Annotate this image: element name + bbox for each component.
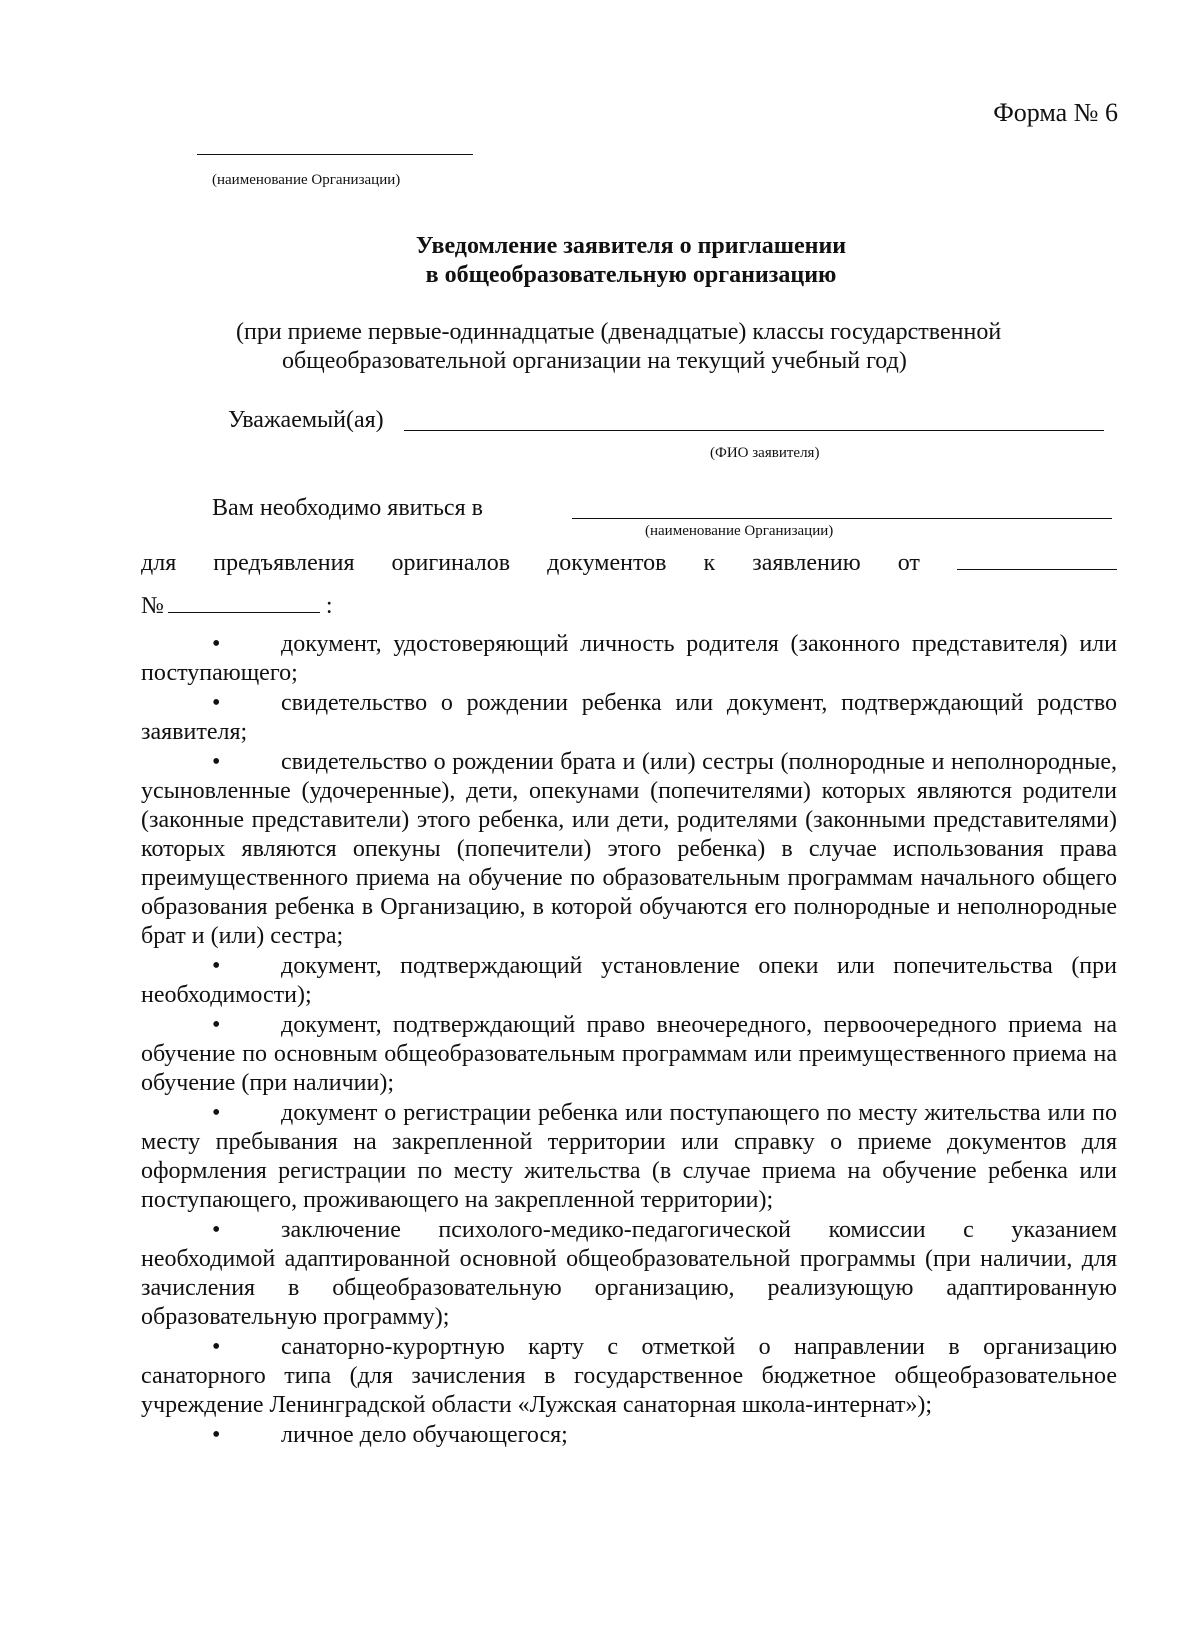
subtitle-line-2: общеобразовательной организации на текущий учебный год) bbox=[282, 348, 907, 374]
list-item-text: документ о регистрации ребенка или поступающего по месту жительства или по месту пребывания на закрепленной территории или справку о приеме документов для оформления регистрации по месту жительства (в случае приема на обучение ребенка или поступающего, проживающего на закрепленной территории); bbox=[141, 1100, 1117, 1213]
list-item-text: личное дело обучающегося; bbox=[281, 1422, 568, 1448]
docs-word: документов bbox=[547, 550, 667, 576]
title-line-2: в общеобразовательную организацию bbox=[425, 262, 837, 288]
document-title bbox=[0, 232, 1200, 290]
title-line-1: Уведомление заявителя о приглашении bbox=[415, 233, 847, 259]
docs-word: заявлению bbox=[752, 550, 861, 576]
subtitle-line-1: (при приеме первые-одиннадцатые (двенадцатые) классы государственной bbox=[236, 319, 1002, 345]
docs-word: предъявления bbox=[213, 550, 355, 576]
list-item-text: свидетельство о рождении брата и (или) сестры (полнородные и неполнородные, усыновленные (удочеренные), дети, опекунами (попечителями) которых являются родители (законные представители) этого ребенка, или дети, родителями (законными представителями) которых являются опекуны (попечители) этого ребенка) в случае использования права преимущественного приема на обучение по образовательным программам начального общего образования ребенка в Организацию, в которой обучаются его полнородные и неполнородные брат и (или) сестра; bbox=[141, 749, 1117, 949]
bullet-icon: • bbox=[212, 953, 221, 979]
list-item-text: документ, подтверждающий право внеочередного, первоочередного приема на обучение по основным общеобразовательным программам или преимущественного приема на обучение (при наличии); bbox=[141, 1012, 1117, 1096]
applicant-name-caption: (ФИО заявителя) bbox=[710, 445, 820, 461]
bullet-icon: • bbox=[212, 1217, 221, 1243]
form-number: Форма № 6 bbox=[993, 98, 1118, 127]
documents-statement-line bbox=[141, 545, 1117, 577]
organization-name-blank-top bbox=[197, 154, 473, 155]
list-item bbox=[141, 952, 1117, 1010]
list-item bbox=[141, 1333, 1117, 1420]
organization-name-blank-mid bbox=[572, 518, 1112, 519]
applicant-name-blank bbox=[404, 430, 1104, 431]
list-item bbox=[141, 1011, 1117, 1098]
bullet-icon: • bbox=[212, 690, 221, 716]
list-item bbox=[141, 1216, 1117, 1332]
list-item-text: заключение психолого-медико-педагогической комиссии с указанием необходимой адаптированной основной общеобразовательной программы (при наличии, для зачисления в общеобразовательную организацию, реализующую адаптированную образовательную программу); bbox=[141, 1217, 1117, 1330]
docs-word: для bbox=[141, 550, 177, 576]
document-subtitle bbox=[236, 318, 1096, 376]
list-item bbox=[141, 1421, 1117, 1450]
list-item bbox=[141, 689, 1117, 747]
bullet-icon: • bbox=[212, 1012, 221, 1038]
application-date-blank bbox=[957, 545, 1117, 570]
required-documents-list bbox=[141, 630, 1117, 1451]
bullet-icon: • bbox=[212, 1334, 221, 1360]
docs-word: к bbox=[703, 550, 716, 576]
application-number-line bbox=[141, 590, 333, 620]
list-item bbox=[141, 1099, 1117, 1215]
list-item-text: свидетельство о рождении ребенка или документ, подтверждающий родство заявителя; bbox=[141, 690, 1117, 745]
list-item-text: санаторно-курортную карту с отметкой о направлении в организацию санаторного типа (для зачисления в государственное бюджетное общеобразовательное учреждение Ленинградской области «Лужская санаторная школа-интернат»); bbox=[141, 1334, 1117, 1418]
bullet-icon: • bbox=[212, 631, 221, 657]
bullet-icon: • bbox=[212, 1100, 221, 1126]
application-number-blank bbox=[168, 590, 320, 613]
number-sign: № bbox=[141, 593, 164, 619]
bullet-icon: • bbox=[212, 1422, 221, 1448]
organization-caption-top: (наименование Организации) bbox=[212, 172, 401, 188]
docs-word: от bbox=[897, 550, 920, 576]
docs-word: оригиналов bbox=[391, 550, 511, 576]
greeting-label: Уважаемый(ая) bbox=[228, 407, 384, 433]
list-item-text: документ, подтверждающий установление опеки или попечительства (при необходимости); bbox=[141, 953, 1117, 1008]
bullet-icon: • bbox=[212, 749, 221, 775]
list-item-text: документ, удостоверяющий личность родителя (законного представителя) или поступающего; bbox=[141, 631, 1117, 686]
organization-caption-mid: (наименование Организации) bbox=[645, 523, 834, 539]
appear-instruction: Вам необходимо явиться в bbox=[212, 495, 483, 521]
number-colon: : bbox=[325, 593, 333, 619]
list-item bbox=[141, 748, 1117, 951]
list-item bbox=[141, 630, 1117, 688]
